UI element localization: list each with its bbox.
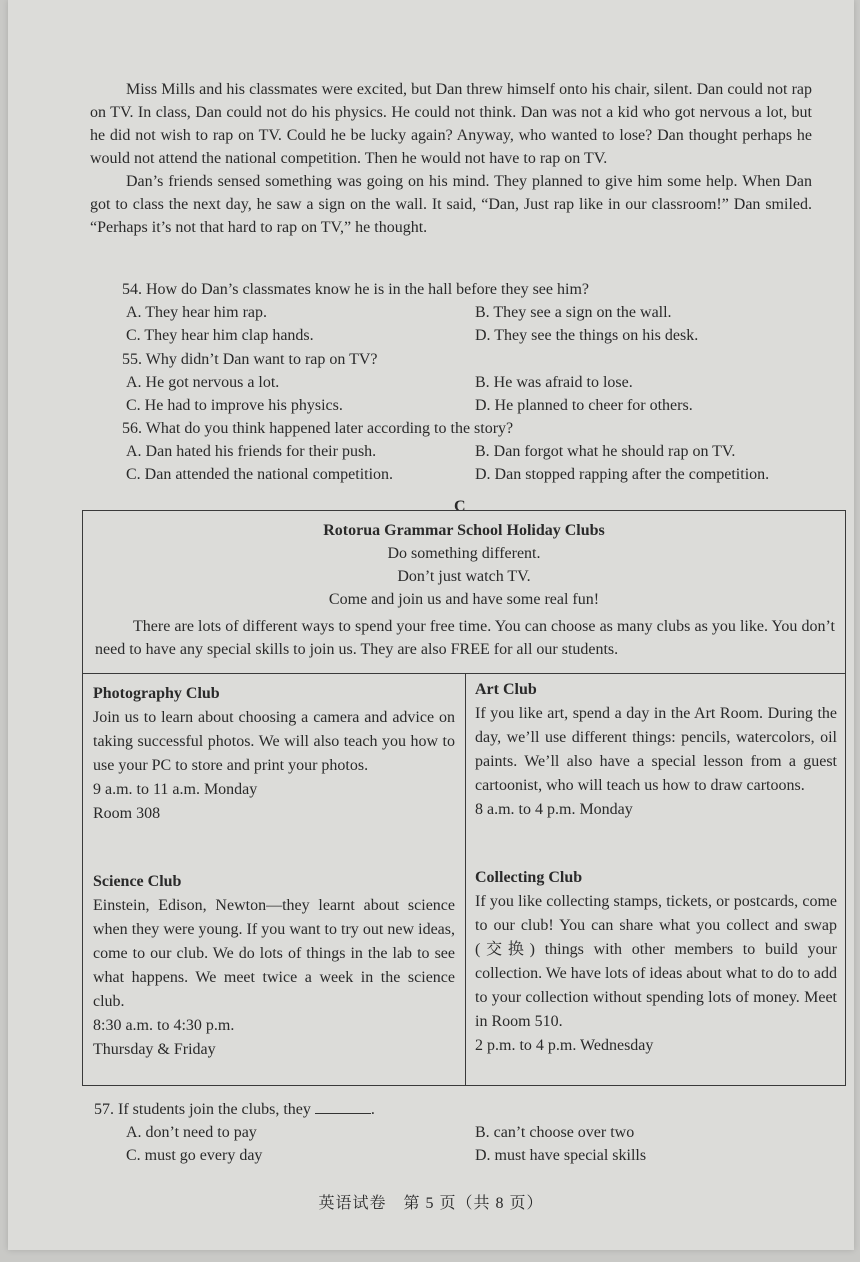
section-label-c: C	[454, 498, 466, 515]
option-b[interactable]: B. He was afraid to lose.	[475, 374, 633, 391]
art-club	[475, 678, 837, 822]
option-row	[124, 1144, 824, 1167]
club-days: Thursday & Friday	[93, 1041, 216, 1058]
answer-blank[interactable]	[315, 1099, 371, 1114]
question-54	[124, 278, 824, 347]
option-row	[124, 371, 824, 394]
holiday-clubs-ad	[82, 510, 846, 1086]
option-c[interactable]: C. They hear him clap hands.	[126, 327, 314, 344]
photography-club	[93, 682, 455, 826]
passage-paragraph: Miss Mills and his classmates were excited, but Dan threw himself onto his chair, silent. Dan could not rap on TV. In class, Dan could not do his physics. He could not think. Dan was not a kid who got nervous a lot, but he did not wish to rap on TV. Could he be lucky again? Anyway, who wanted to lose? Dan thought perhaps he would not attend the national competition. Then he would not have to rap on TV.	[90, 81, 812, 167]
club-name: Science Club	[93, 873, 182, 890]
club-time: 9 a.m. to 11 a.m. Monday	[93, 781, 258, 798]
column-divider	[465, 674, 466, 1086]
question-57	[94, 1098, 824, 1167]
club-time: 8:30 a.m. to 4:30 p.m.	[93, 1017, 235, 1034]
question-stem: 54. How do Dan’s classmates know he is in the hall before they see him?	[122, 281, 589, 298]
option-b[interactable]: B. can’t choose over two	[475, 1124, 635, 1141]
ad-slogan: Do something different.	[387, 545, 541, 562]
ad-slogan: Don’t just watch TV.	[397, 568, 531, 585]
club-grid	[83, 673, 845, 1086]
passage-b-text	[90, 78, 812, 239]
option-row	[124, 1121, 824, 1144]
option-d[interactable]: D. They see the things on his desk.	[475, 327, 699, 344]
option-c[interactable]: C. He had to improve his physics.	[126, 397, 343, 414]
option-d[interactable]: D. must have special skills	[475, 1147, 647, 1164]
option-row	[124, 324, 824, 347]
option-b[interactable]: B. Dan forgot what he should rap on TV.	[475, 443, 736, 460]
club-description: Join us to learn about choosing a camera and advice on taking successful photos. We will also teach you how to use your PC to store and print your photos.	[93, 709, 455, 774]
option-row	[124, 394, 824, 417]
option-d[interactable]: D. He planned to cheer for others.	[475, 397, 693, 414]
club-name: Art Club	[475, 681, 537, 698]
option-a[interactable]: A. don’t need to pay	[126, 1124, 257, 1141]
passage-paragraph: Dan’s friends sensed something was going on his mind. They planned to give him some help. When Dan got to class the next day, he saw a sign on the wall. It said, “Dan, Just rap like in our classroom!” Dan smiled. “Perhaps it’s not that hard to rap on TV,” he thought.	[90, 173, 812, 236]
question-56	[124, 417, 824, 486]
question-stem-text: 57. If students join the clubs, they	[94, 1101, 311, 1118]
option-a[interactable]: A. Dan hated his friends for their push.	[126, 443, 377, 460]
ad-intro: There are lots of different ways to spend your free time. You can choose as many clubs as you like. You don’t need to have any special skills to join us. They are also FREE for all our students.	[95, 618, 835, 658]
option-row	[124, 440, 824, 463]
science-club	[93, 870, 455, 1062]
club-place: Room 308	[93, 805, 161, 822]
option-row	[124, 301, 824, 324]
club-name: Photography Club	[93, 685, 220, 702]
club-description: If you like art, spend a day in the Art Room. During the day, we’ll use different things: pencils, watercolors, oil paints. We’ll also have a special lesson from a guest cartoonist, who will teach us how to draw cartoons.	[475, 705, 837, 794]
club-name: Collecting Club	[475, 869, 583, 886]
club-time: 8 a.m. to 4 p.m. Monday	[475, 801, 633, 818]
page-footer: 英语试卷 第 5 页（共 8 页）	[318, 1195, 544, 1212]
club-description: If you like collecting stamps, tickets, or postcards, come to our club! You can share what you collect and swap (交换) things with other members to build your collection. We have lots of ideas about what to do to add to your collection without spending lots of money. Meet in Room 510.	[475, 893, 837, 1030]
option-d[interactable]: D. Dan stopped rapping after the competition.	[475, 466, 770, 483]
question-55	[124, 348, 824, 417]
ad-header	[83, 511, 845, 611]
question-stem-end: .	[370, 1101, 375, 1118]
ad-slogan: Come and join us and have some real fun!	[328, 591, 600, 608]
option-row	[124, 463, 824, 486]
option-b[interactable]: B. They see a sign on the wall.	[475, 304, 672, 321]
option-c[interactable]: C. Dan attended the national competition.	[126, 466, 394, 483]
exam-page	[8, 0, 854, 1250]
collecting-club	[475, 866, 837, 1058]
club-time: 2 p.m. to 4 p.m. Wednesday	[475, 1037, 654, 1054]
question-stem	[94, 1098, 824, 1121]
question-stem: 55. Why didn’t Dan want to rap on TV?	[122, 351, 378, 368]
club-description: Einstein, Edison, Newton—they learnt about science when they were young. If you want to try out new ideas, come to our club. We do lots of things in the lab to see what happens. We meet twice a week in the science club.	[93, 897, 455, 1010]
option-a[interactable]: A. They hear him rap.	[126, 304, 267, 321]
option-a[interactable]: A. He got nervous a lot.	[126, 374, 280, 391]
option-c[interactable]: C. must go every day	[126, 1147, 263, 1164]
question-stem: 56. What do you think happened later according to the story?	[122, 420, 514, 437]
ad-title: Rotorua Grammar School Holiday Clubs	[323, 522, 605, 539]
